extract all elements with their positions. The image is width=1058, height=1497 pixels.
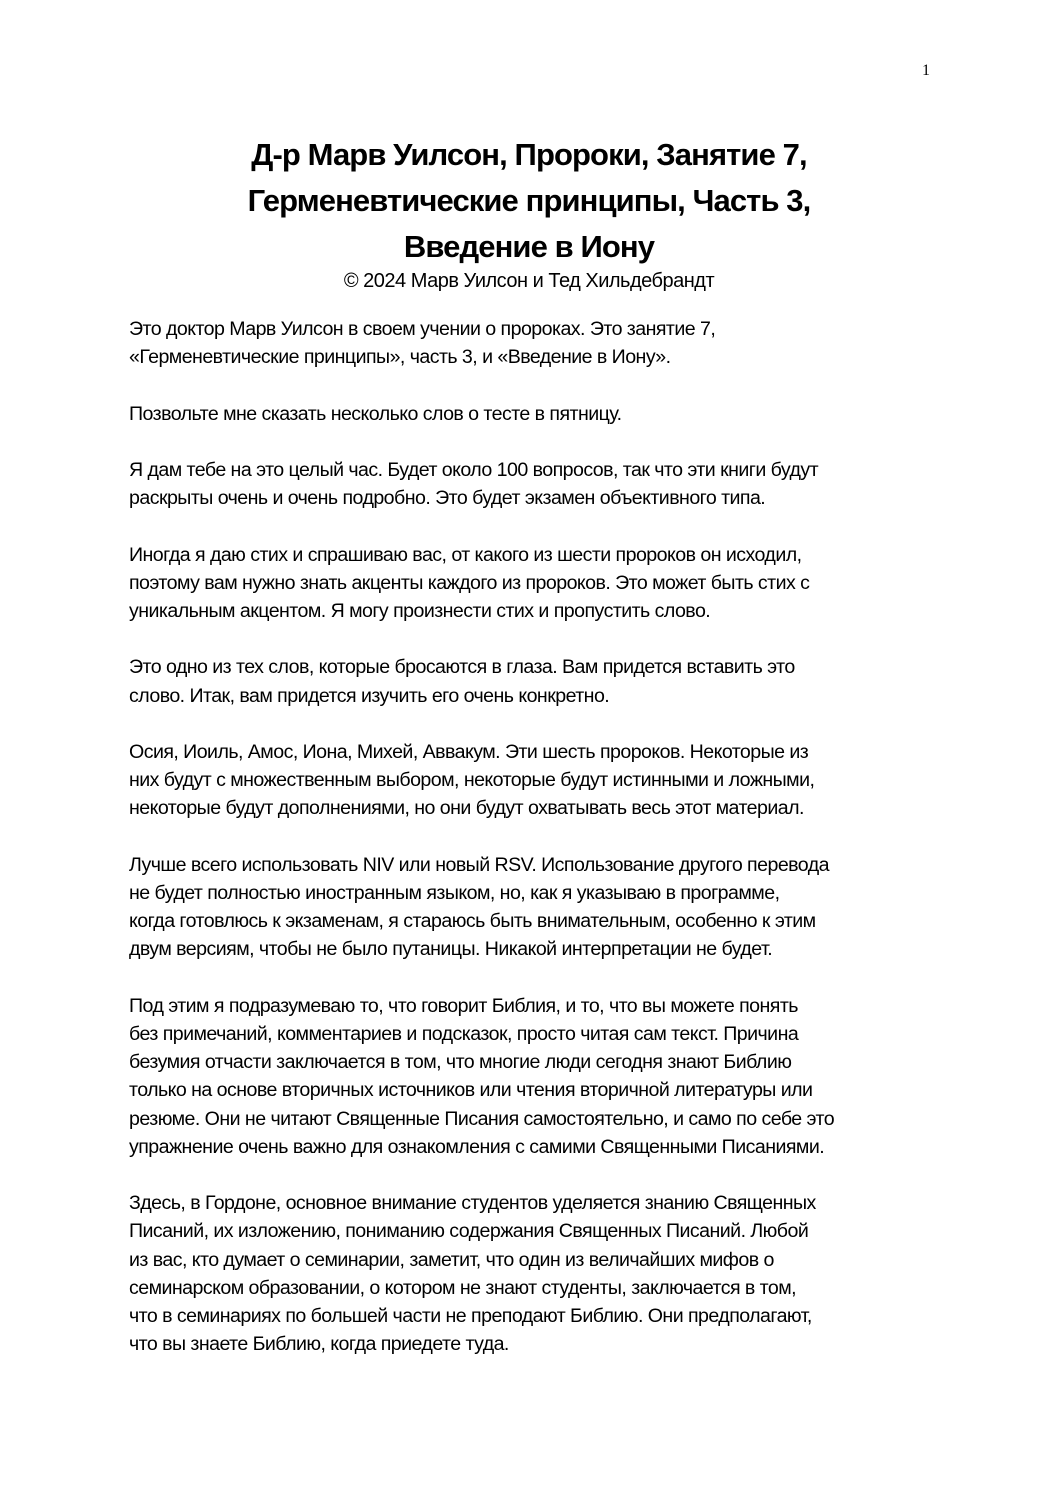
text-line: Иногда я даю стих и спрашиваю вас, от какого из шести пророков он исходил, (129, 543, 802, 566)
text-line: Это доктор Марв Уилсон в своем учении о пророках. Это занятие 7, (129, 318, 716, 340)
text-line: слово. Итак, вам придется изучить его очень конкретно. (129, 684, 610, 707)
text-line: упражнение очень важно для ознакомления с самими Священными Писаниями. (129, 1135, 825, 1158)
text-line: Я дам тебе на это целый час. Будет около 100 вопросов, так что эти книги будут (129, 458, 819, 481)
page-number: 1 (922, 62, 930, 79)
paragraph-test-friday (129, 400, 949, 428)
text-line: только на основе вторичных источников или чтения вторичной литературы или (129, 1079, 813, 1102)
text-line: некоторые будут дополнениями, но они будут охватывать весь этот материал. (129, 797, 804, 820)
text-line: Под этим я подразумеваю то, что говорит Библия, и то, что вы можете понять (129, 994, 798, 1017)
paragraph-fill-word (129, 653, 949, 709)
text-line: Лучше всего использовать NIV или новый RSV. Использование другого перевода (129, 853, 829, 876)
text-line: «Герменевтические принципы», часть 3, и «Введение в Иону». (129, 346, 671, 369)
document-title-line: Введение в Иону (403, 229, 655, 264)
text-line: них будут с множественным выбором, некоторые будут истинными и ложными, (129, 769, 815, 792)
document-body (129, 315, 949, 1387)
document-title-line: Д-р Марв Уилсон, Пророки, Занятие 7, (251, 137, 807, 172)
text-line: без примечаний, комментариев и подсказок, просто читая сам текст. Причина (129, 1022, 799, 1045)
text-line: Позвольте мне сказать несколько слов о тесте в пятницу. (129, 402, 622, 425)
paragraph-test-details (129, 456, 949, 512)
text-line: что вы знаете Библию, когда приедете туда. (129, 1333, 509, 1356)
copyright-notice: © 2024 Марв Уилсон и Тед Хильдебрандт (343, 270, 715, 292)
text-line: семинарском образовании, о котором не знают студенты, заключается в том, (129, 1276, 797, 1299)
paragraph-bible-reading (129, 992, 949, 1161)
text-line: раскрыты очень и очень подробно. Это будет экзамен объективного типа. (129, 487, 766, 510)
document-title-line: Герменевтические принципы, Часть 3, (247, 183, 811, 218)
text-line: Осия, Иоиль, Амос, Иона, Михей, Аввакум. Эти шесть пророков. Некоторые из (129, 740, 809, 763)
text-line: безумия отчасти заключается в том, что многие люди сегодня знают Библию (129, 1051, 792, 1074)
paragraph-six-prophets (129, 738, 949, 823)
text-line: не будет полностью иностранным языком, но, как я указываю в программе, (129, 881, 780, 904)
text-line: Здесь, в Гордоне, основное внимание студентов уделяется знанию Священных (129, 1192, 816, 1215)
text-line: поэтому вам нужно знать акценты каждого из пророков. Это может быть стих с (129, 571, 810, 594)
text-line: резюме. Они не читают Священные Писания самостоятельно, и само по себе это (129, 1107, 835, 1130)
text-line: когда готовлюсь к экзаменам, я стараюсь быть внимательным, особенно к этим (129, 910, 816, 933)
paragraph-translations (129, 851, 949, 964)
document-header (0, 132, 1058, 296)
text-line: уникальным акцентом. Я могу произнести стих и пропустить слово. (129, 599, 711, 622)
text-line: что в семинариях по большей части не преподают Библию. Они предполагают, (129, 1304, 812, 1327)
paragraph-intro (129, 315, 949, 371)
paragraph-gordon (129, 1189, 949, 1358)
paragraph-verses (129, 541, 949, 626)
text-line: Писаний, их изложению, пониманию содержания Священных Писаний. Любой (129, 1220, 809, 1243)
text-line: Это одно из тех слов, которые бросаются в глаза. Вам придется вставить это (129, 656, 795, 679)
text-line: из вас, кто думает о семинарии, заметит, что один из величайших мифов о (129, 1248, 774, 1271)
text-line: двум версиям, чтобы не было путаницы. Никакой интерпретации не будет. (129, 938, 773, 961)
